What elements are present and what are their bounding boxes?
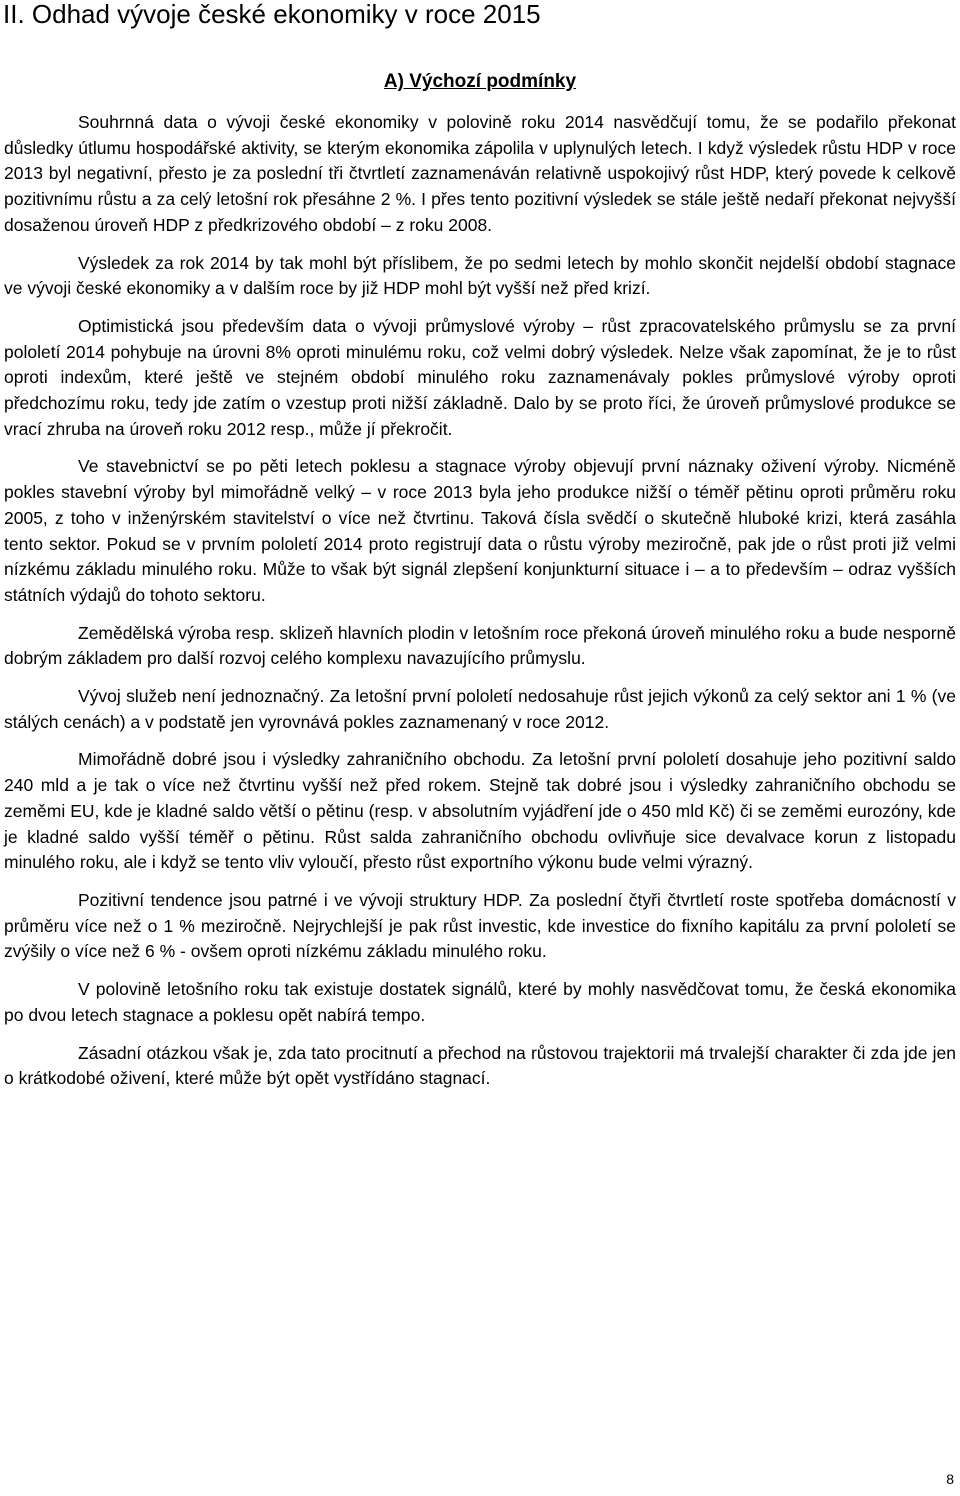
paragraph-key-question: Zásadní otázkou však je, zda tato procitnutí a přechod na růstovou trajektorii má trvalejší charakter či zda jde jen o krátkodobé oživení, které může být opět vystřídáno stagnací. bbox=[4, 1042, 956, 1089]
paragraph-2014-outlook: Výsledek za rok 2014 by tak mohl být příslibem, že po sedmi letech by mohlo skončit nejdelší období stagnace ve vývoji české ekonomiky a v dalším roce by již HDP mohl být vyšší než před krizí. bbox=[4, 252, 956, 299]
body-text bbox=[4, 110, 956, 1104]
paragraph-initial-conditions: Souhrnná data o vývoji české ekonomiky v polovině roku 2014 nasvědčují tomu, že se podařilo překonat důsledky útlumu hospodářské aktivity, se kterým ekonomika zápolila v uplynulých letech. I když výsledek růstu HDP v roce 2013 byl negativní, přesto je za poslední tři čtvrtletí zaznamenáván relativně uspokojivý růst HDP, který povede k celkově pozitivnímu růstu a za celý letošní rok přesáhne 2 %. I přes tento pozitivní výsledek se stále ještě nedaří překonat nejvyšší dosaženou úroveň HDP z předkrizového období – z roku 2008. bbox=[4, 112, 956, 235]
page-number: 8 bbox=[946, 1471, 954, 1487]
paragraph-gdp-structure: Pozitivní tendence jsou patrné i ve vývoji struktury HDP. Za poslední čtyři čtvrtletí roste spotřeba domácností v průměru více než o 1 % meziročně. Nejrychlejší je pak růst investic, kde investice do fixního kapitálu za první pololetí se zvýšily o více než 6 % - ovšem oproti nízkému základu minulého roku. bbox=[4, 889, 956, 962]
paragraph-industry: Optimistická jsou především data o vývoji průmyslové výroby – růst zpracovatelského průmyslu se za první pololetí 2014 pohybuje na úrovni 8% oproti minulému roku, což velmi dobrý výsledek. Nelze však zapomínat, že je to růst oproti indexům, které ještě ve stejném období minulého roku zaznamenávaly pokles průmyslové výroby oproti předchozímu roku, tedy jde zatím o vzestup proti nižší základně. Dalo by se proto říci, že úroveň průmyslové produkce se vrací zhruba na úroveň roku 2012 resp., může jí překročit. bbox=[4, 315, 956, 439]
section-heading: A) Výchozí podmínky bbox=[383, 71, 577, 92]
paragraph-foreign-trade: Mimořádně dobré jsou i výsledky zahraničního obchodu. Za letošní první pololetí dosahuje jeho pozitivní saldo 240 mld a je tak o více než čtvrtinu vyšší než před rokem. Stejně tak dobré jsou i výsledky zahraničního obchodu se zeměmi EU, kde je kladné saldo větší o pětinu (resp. v absolutním vyjádření jde o 450 mld Kč) či se zeměmi eurozóny, kde je kladné saldo vyšší téměř o pětinu. Růst salda zahraničního obchodu ovlivňuje sice devalvace korun z listopadu minulého roku, ale i když se tento vliv vyloučí, přesto růst exportního výkonu bude velmi výrazný. bbox=[4, 749, 956, 873]
chapter-title: II. Odhad vývoje české ekonomiky v roce 2015 bbox=[3, 0, 541, 29]
paragraph-construction: Ve stavebnictví se po pěti letech poklesu a stagnace výroby objevují první náznaky oživení výroby. Nicméně pokles stavební výroby byl mimořádně velký – v roce 2013 byla jeho produkce nižší o téměř pětinu oproti průměru roku 2005, z toho v inženýrském stavitelství o více než čtvrtinu. Taková čísla svědčí o skutečně hluboké krizi, která zasáhla tento sektor. Pokud se v prvním pololetí 2014 proto registrují data o růstu výroby meziročně, pak jde o růst proti již velmi nízkému základu minulého roku. Může to však být signál zlepšení konjunkturní situace i – a to především – odraz vyšších státních výdajů do tohoto sektoru. bbox=[4, 456, 956, 605]
paragraph-agriculture: Zemědělská výroba resp. sklizeň hlavních plodin v letošním roce překoná úroveň minulého roku a bude nesporně dobrým základem pro další rozvoj celého komplexu navazujícího průmyslu. bbox=[4, 622, 956, 669]
paragraph-services: Vývoj služeb není jednoznačný. Za letošní první pololetí nedosahuje růst jejich výkonů za celý sektor ani 1 % (ve stálých cenách) a v podstatě jen vyrovnává pokles zaznamenaný v roce 2012. bbox=[4, 686, 956, 732]
paragraph-signals: V polovině letošního roku tak existuje dostatek signálů, které by mohly nasvědčovat tomu, že česká ekonomika po dvou letech stagnace a poklesu opět nabírá tempo. bbox=[4, 979, 956, 1025]
